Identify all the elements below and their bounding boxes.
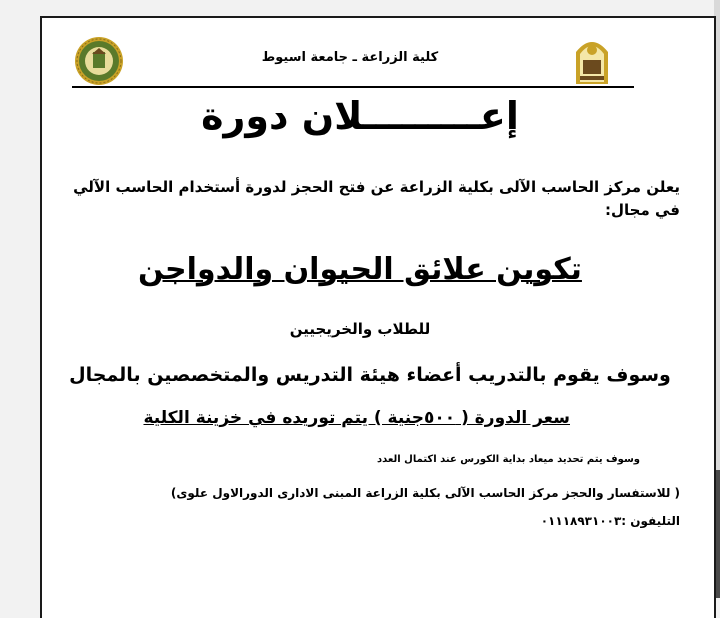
course-title: تكوين علائق الحيوان والدواجن bbox=[138, 252, 582, 287]
phone-number: التليفون :٠١١١٨٩٣١٠٠٣ bbox=[540, 514, 680, 528]
intro-paragraph: يعلن مركز الحاسب الآلى بكلية الزراعة عن فتح الحجز لدورة أستخدام الحاسب الآلي في مجال: bbox=[73, 178, 680, 219]
course-audience: للطلاب والخريجيين bbox=[289, 320, 431, 338]
announcement-heading-text: إعـــــــــلان دورة bbox=[201, 94, 519, 138]
header-divider bbox=[72, 86, 634, 88]
course-trainers: وسوف يقوم بالتدريب أعضاء هيئة التدريس والمتخصصين بالمجال bbox=[69, 364, 671, 386]
course-price: سعر الدورة ( ٥٠٠جنية ) يتم توريده في خزينة الكلية bbox=[143, 408, 570, 428]
university-logo-icon bbox=[572, 32, 612, 84]
inquiry-note: ( للاستفسار والحجز مركز الحاسب الآلى بكلية الزراعة المبنى الادارى الدورالاول علوى) bbox=[170, 486, 680, 500]
announcement-heading bbox=[140, 94, 580, 148]
faculty-logo-icon bbox=[74, 36, 124, 86]
header-title: كلية الزراعة ـ جامعة اسيوط bbox=[261, 50, 439, 65]
schedule-note: وسوف يتم تحديد ميعاد بداية الكورس عند اكتمال العدد bbox=[376, 454, 640, 465]
